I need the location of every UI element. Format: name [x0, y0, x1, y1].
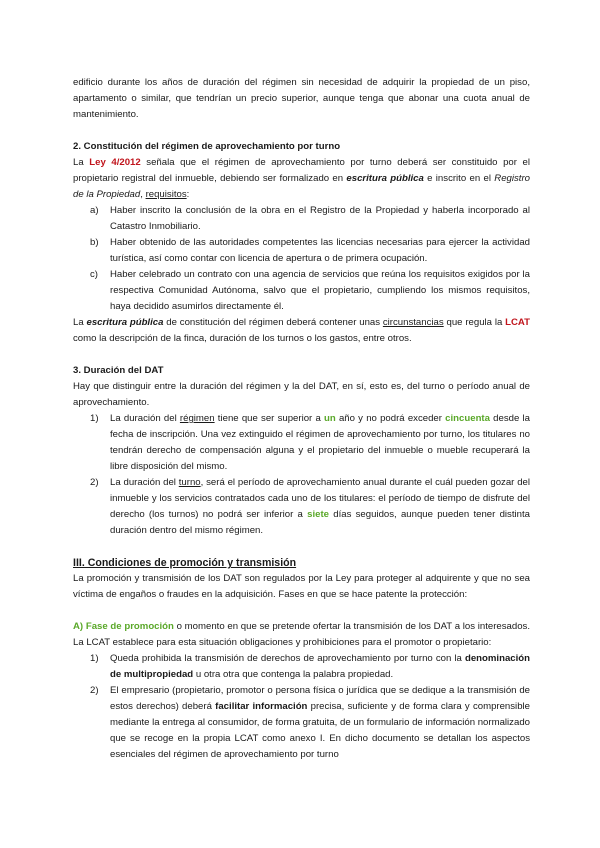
fase-promocion-label: A) Fase de promoción — [73, 621, 174, 632]
section-3-heading: 3. Duración del DAT — [73, 365, 164, 376]
list-item: 1) Queda prohibida la transmisión de derechos de aprovechamiento por turno con la denominación de multipropiedad u otra otra que contenga la palabra propiedad. — [90, 653, 530, 680]
list-item: c) Haber celebrado un contrato con una agencia de servicios que reúna los requisitos exigidos por la respectiva Comunidad Autónoma, salvo que el propietario, cumpliendo los mismos requisitos, haya decidido asumirlos directamente él. — [90, 269, 530, 312]
fase-promocion-paragraph: A) Fase de promoción o momento en que se pretende ofertar la transmisión de los DAT a los interesados. La LCAT establece para esta situación obligaciones y prohibiciones para el promotor o propietario: — [73, 621, 530, 648]
intro-paragraph: edificio durante los años de duración del régimen sin necesidad de adquirir la propiedad de un piso, apartamento o similar, que tendrían un precio superior, aunque tenga que abonar una cuota anual de mantenimiento. — [73, 77, 530, 120]
section-2-paragraph-2: La escritura pública de constitución del régimen deberá contener unas circunstancias que regula la LCAT como la descripción de la finca, duración de los turnos o los gastos, entre otros. — [73, 317, 530, 344]
list-item: b) Haber obtenido de las autoridades competentes las licencias necesarias para ejercer la actividad turística, así como contar con licencia de apertura o de primera ocupación. — [90, 237, 530, 264]
list-item: a) Haber inscrito la conclusión de la obra en el Registro de la Propiedad y haberla incorporado al Catastro Inmobiliario. — [90, 205, 530, 232]
section-iii-intro: La promoción y transmisión de los DAT son regulados por la Ley para proteger al adquirente y que no sea víctima de engaños o fraudes en la adquisición. Fases en que se hace patente la protección: — [73, 573, 530, 600]
requisitos-list — [73, 203, 530, 315]
section-2-heading: 2. Constitución del régimen de aprovechamiento por turno — [73, 141, 341, 152]
section-3-intro: Hay que distinguir entre la duración del régimen y la del DAT, en sí, esto es, del turno o período anual de aprovechamiento. — [73, 381, 530, 408]
lcat-reference: LCAT — [505, 317, 530, 328]
list-item: 1) La duración del régimen tiene que ser superior a un año y no podrá exceder cincuenta desde la fecha de inscripción. Una vez extinguido el régimen de aprovechamiento por turno, los titulares no tendrán derecho de compensación alguna y el propietario del inmueble o mueble recuperará la libre disposición del mismo. — [90, 413, 530, 472]
law-reference: Ley 4/2012 — [89, 157, 141, 168]
list-item: 2) La duración del turno, será el período de aprovechamiento anual durante el cuál pueden gozar del inmueble y los servicios contratados cada uno de los titulares: el período de tiempo de disfrute del derecho (los turnos) no podrá ser inferior a siete días seguidos, aunque pueden tener distinta duración dentro del mismo régimen. — [90, 477, 530, 536]
duracion-list — [73, 411, 530, 539]
list-item: 2) El empresario (propietario, promotor o persona física o jurídica que se dedique a la transmisión de estos derechos) deberá facilitar información precisa, suficiente y de forma clara y comprensible mediante la entrega al consumidor, de forma gratuita, de un formulario de información normalizado que se recoge en la propia LCAT como anexo I. En dicho documento se detallan los aspectos esenciales del régimen de aprovechamiento por turno — [90, 685, 530, 760]
section-2-paragraph-1: La Ley 4/2012 señala que el régimen de aprovechamiento por turno deberá ser constituido por el propietario registral del inmueble, debiendo ser formalizado en escritura pública e inscrito en el Registro de la Propiedad, requisitos: — [73, 157, 530, 200]
promocion-list — [73, 651, 530, 763]
section-iii-heading: III. Condiciones de promoción y transmisión — [73, 557, 297, 569]
